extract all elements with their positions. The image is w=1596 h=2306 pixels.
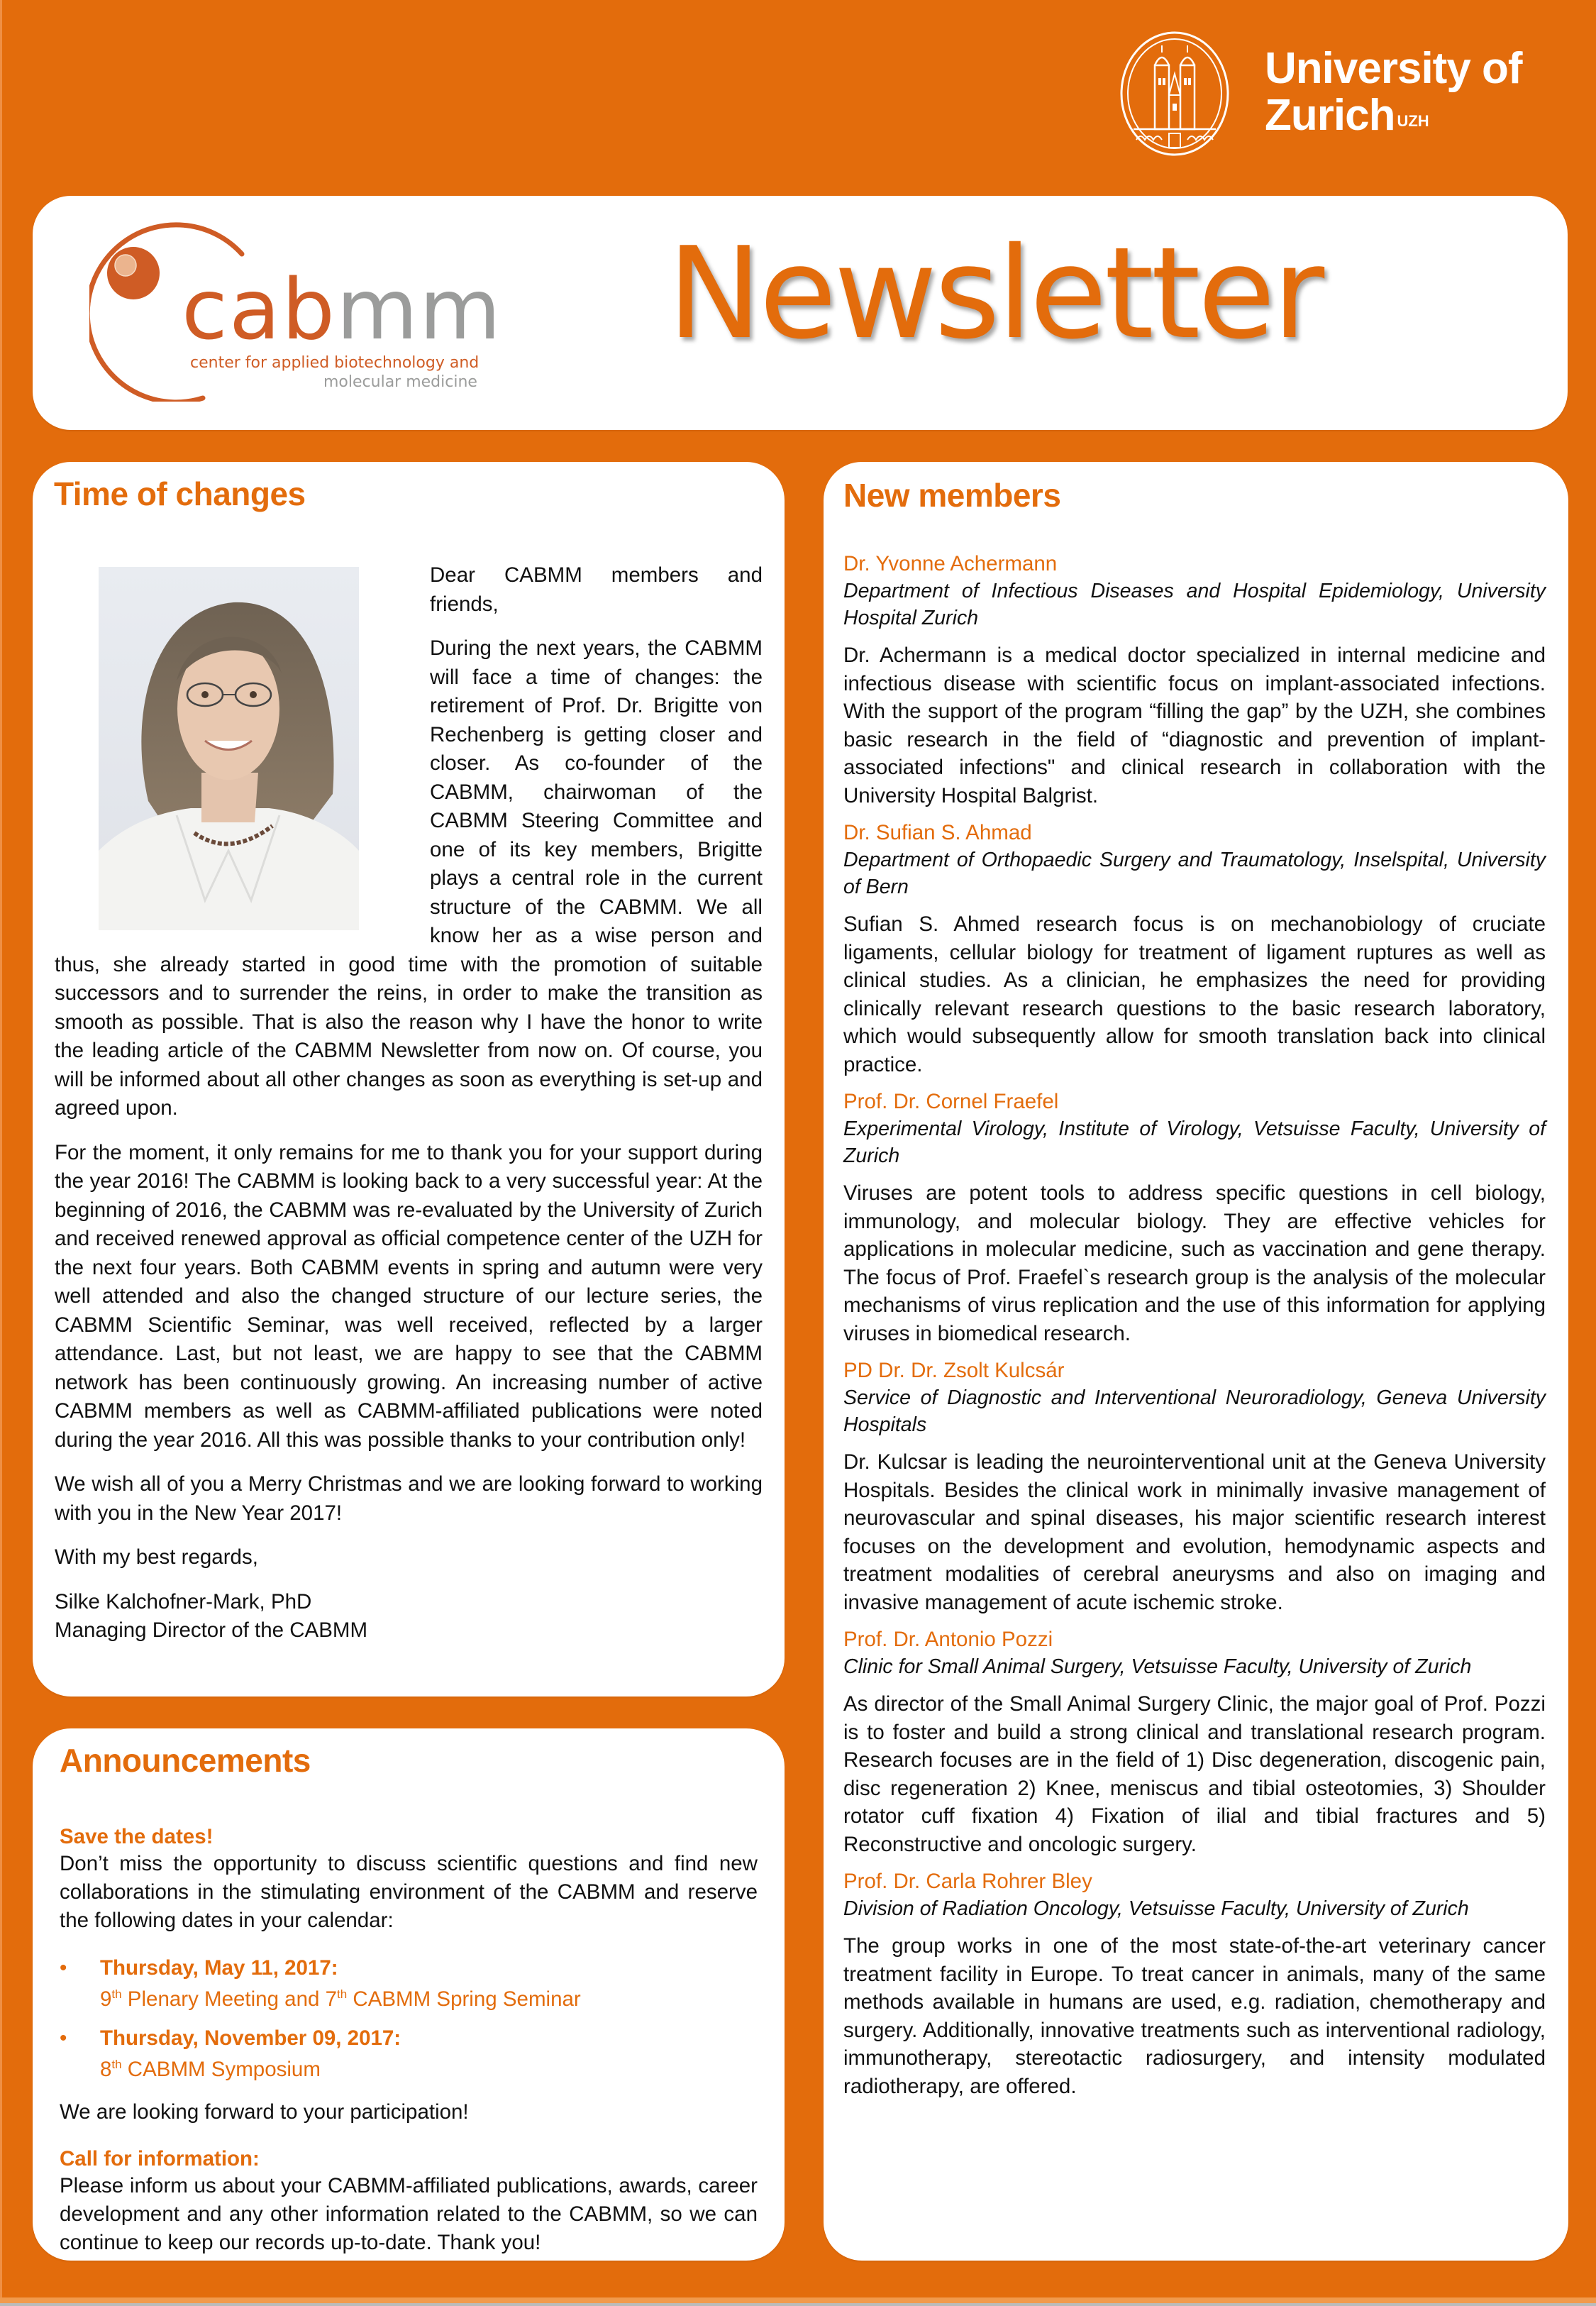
event-title-part: CABMM Spring Seminar	[347, 1987, 581, 2011]
announcements-card	[33, 1728, 785, 2261]
event-ordinal-suffix: th	[337, 1987, 348, 2001]
cabmm-subtitle-line2: molecular medicine	[323, 373, 477, 391]
member-department: Division of Radiation Oncology, Vetsuisse Faculty, University of Zurich	[843, 1897, 1469, 1920]
cabmm-word-orange: cab	[182, 260, 337, 358]
event-item	[60, 1955, 758, 2012]
cabmm-logo	[89, 217, 502, 402]
member-department: Experimental Virology, Institute of Virology, Vetsuisse Faculty, University of Zurich	[843, 1118, 1546, 1167]
member-name: Prof. Dr. Carla Rohrer Bley	[843, 1870, 1092, 1893]
new-members-card	[824, 462, 1568, 2261]
page-edge	[0, 0, 2, 2306]
member-department: Service of Diagnostic and Interventional Neuroradiology, Geneva University Hospitals	[843, 1386, 1546, 1436]
member-entry	[843, 820, 1546, 1078]
participation-text: We are looking forward to your participation!	[60, 2100, 469, 2124]
member-entry	[843, 1626, 1546, 1858]
event-title	[100, 1981, 758, 2012]
header-card	[33, 196, 1568, 430]
member-description: Dr. Kulcsar is leading the neurointerventional unit at the Geneva University Hospitals. Besides the clinical work in minimally invasive management of neurovascular and spinal diseases, his major scientific research interest focuses on the development and evolution, hemodynamic aspects and treatment modalities of cerebral aneurysms and also on imaging and invasive management of acute ischemic stroke.	[843, 1450, 1546, 1614]
event-ordinal-suffix: th	[111, 1987, 122, 2001]
signature-name: Silke Kalchofner-Mark, PhD	[55, 1589, 312, 1613]
section-heading-time-of-changes: Time of changes	[54, 475, 306, 512]
member-name: Dr. Yvonne Achermann	[843, 552, 1058, 575]
member-description: Dr. Achermann is a medical doctor specialized in internal medicine and infectious disease with scientific focus on implant-associated infections. With the support of the program “filling the gap” by the UZH, she combines basic research in the field of “diagnostic and prevention of implant-associated infections" and clinical research in collaboration with the University Hospital Balgrist.	[843, 644, 1546, 807]
time-of-changes-card	[33, 462, 785, 1697]
member-name: Prof. Dr. Cornel Fraefel	[843, 1090, 1059, 1113]
event-title-part: Plenary Meeting and	[121, 1987, 326, 2011]
time-of-changes-body	[55, 561, 763, 1645]
uzh-line1: University of	[1265, 44, 1522, 93]
event-ordinal: 9	[100, 1987, 112, 2011]
event-item	[60, 2025, 758, 2082]
member-department: Department of Orthopaedic Surgery and Traumatology, Inselspital, University of Bern	[843, 849, 1546, 898]
save-dates-intro: Don’t miss the opportunity to discuss scientific questions and find new collaborations in the stimulating environment of the CABMM and reserve the following dates in your calendar:	[60, 1852, 758, 1932]
call-text: Please inform us about your CABMM-affiliated publications, awards, career development and any other information related to the CABMM, so we can continue to keep our records up-to-date. Thank you!	[60, 2174, 758, 2255]
member-entry	[843, 551, 1546, 810]
member-description: Sufian S. Ahmed research focus is on mechanobiology of cruciate ligaments, cellular biology for treatment of ligament ruptures as well as clinical studies. As a clinician, he emphasizes the need for providing clinically relevant research questions to the basic research laboratory, which would subsequently allow for smooth translation back into clinical practice.	[843, 912, 1546, 1076]
member-department: Department of Infectious Diseases and Hospital Epidemiology, University Hospital Zurich	[843, 580, 1546, 629]
paragraph: For the moment, it only remains for me to thank you for your support during the year 2016! The CABMM is looking back to a very successful year: At the beginning of 2016, the CABMM was re-evaluated by the University of Zurich and received renewed approval as official competence center of the UZH for the next four years. Both CABMM events in spring and autumn were very well attended and also the changed structure of our lecture series, the CABMM Scientific Seminar, was well received, reflected by a larger attendance. Last, but not least, we are happy to see that the CABMM network has been continuously growing. An increasing number of active CABMM members as well as CABMM-affiliated publications were noted during the year 2016. All this was possible thanks to your contribution only!	[55, 1140, 763, 1452]
paragraph: We wish all of you a Merry Christmas and we are looking forward to working with you in the New Year 2017!	[55, 1472, 763, 1525]
member-description: As director of the Small Animal Surgery Clinic, the major goal of Prof. Pozzi is to foster and build a strong clinical and translational research program. Research focuses are in the field of 1) Disc degeneration, discogenic pain, disc regeneration 2) Knee, meniscus and tibial osteotomies, 3) Shoulder rotator cuff fixation 4) Fixation of ilial and tibial fractures and 5) Reconstructive and oncologic surgery.	[843, 1692, 1546, 1856]
event-title	[100, 2051, 758, 2082]
greeting: Dear CABMM members and friends,	[430, 563, 763, 616]
member-description: The group works in one of the most state-of-the-art veterinary cancer treatment facility in Europe. To treat cancer in animals, many of the same methods available in humans are used, e.g. radiation, chemotherapy and surgery. Additionally, innovative treatments such as interventional radiology, immunotherapy, stereotactic radiosurgery, and intensity modulated radiotherapy, are offered.	[843, 1934, 1546, 2098]
page-title: Newsletter	[667, 220, 1322, 367]
member-entry	[843, 1868, 1546, 2100]
member-entry	[843, 1088, 1546, 1347]
member-department: Clinic for Small Animal Surgery, Vetsuisse Faculty, University of Zurich	[843, 1655, 1472, 1678]
uzh-sup: UZH	[1397, 112, 1429, 130]
new-members-list	[843, 551, 1546, 2100]
bullet-icon: •	[60, 2026, 67, 2050]
cabmm-wordmark	[182, 260, 502, 358]
event-ordinal: 8	[100, 2057, 112, 2081]
uzh-line2: Zurich	[1265, 91, 1395, 140]
paragraph: During the next years, the CABMM will face a time of changes: the retirement of Prof. Dr. Brigitte von Rechenberg is getting closer and closer. As co-founder of the CABMM, chairwoman of the CABMM Steering Committee and one of its key members, Brigitte plays a central role in the current structure of the CABMM. We all know her as a wise person and thus, she already started in good time with the promotion of suitable successors and to surrender the reins, in order to make the transition as smooth as possible. That is also the reason why I have the honor to write the leading article of the CABMM Newsletter from now on. Of course, you will be informed about all other changes as soon as everything is set-up and agreed upon.	[55, 636, 763, 1120]
member-name: PD Dr. Dr. Zsolt Kulcsár	[843, 1359, 1065, 1382]
event-ordinal-suffix: th	[111, 2057, 122, 2071]
closing: With my best regards,	[55, 1545, 258, 1569]
cabmm-subtitle-line1: center for applied biotechnology and	[190, 354, 480, 372]
event-date: Thursday, May 11, 2017:	[100, 1956, 338, 1980]
signature-title: Managing Director of the CABMM	[55, 1618, 368, 1642]
event-ordinal: 7	[325, 1987, 338, 2011]
bullet-icon: •	[60, 1956, 67, 1980]
uzh-wordmark	[1265, 45, 1522, 139]
event-date: Thursday, November 09, 2017:	[100, 2026, 401, 2050]
section-heading-new-members: New members	[843, 477, 1061, 514]
events-list	[60, 1955, 758, 2082]
member-entry	[843, 1357, 1546, 1616]
footer-edge	[0, 2303, 1596, 2306]
portrait-image	[99, 567, 359, 930]
save-dates-heading: Save the dates!	[60, 1825, 214, 1848]
announcements-body	[60, 1824, 758, 2257]
uzh-seal-icon	[1119, 30, 1230, 158]
call-heading: Call for information:	[60, 2147, 260, 2171]
member-description: Viruses are potent tools to address specific questions in cell biology, immunology, and molecular biology. They are effective vehicles for applications in molecular medicine, such as vaccination and gene therapy. The focus of Prof. Fraefel`s research group is the analysis of the molecular mechanisms of virus replication and the use of this information for applying viruses in biomedical research.	[843, 1181, 1546, 1345]
member-name: Prof. Dr. Antonio Pozzi	[843, 1628, 1053, 1651]
portrait-photo	[99, 567, 359, 930]
uzh-logo	[1119, 30, 1559, 158]
cabmm-word-gray: mm	[336, 260, 502, 358]
section-heading-announcements: Announcements	[60, 1742, 311, 1779]
member-name: Dr. Sufian S. Ahmad	[843, 821, 1032, 844]
event-title-part: CABMM Symposium	[121, 2057, 321, 2081]
